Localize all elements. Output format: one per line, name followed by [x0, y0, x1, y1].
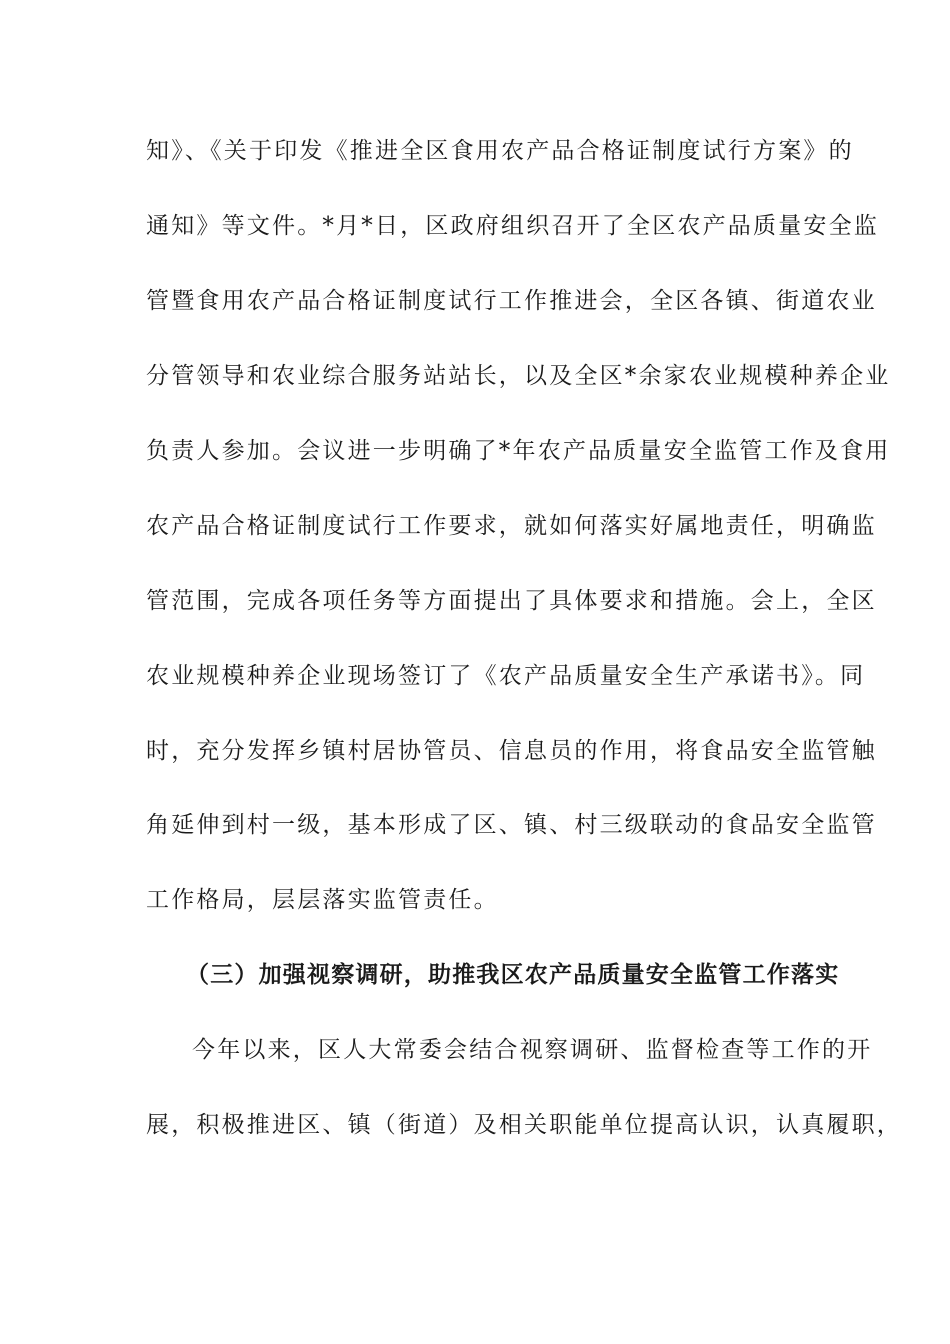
body-text-line: 管范围，完成各项任务等方面提出了具体要求和措施。会上，全区: [146, 588, 877, 614]
body-text-line: 今年以来，区人大常委会结合视察调研、监督检查等工作的开: [192, 1037, 873, 1063]
body-text-line: 负责人参加。会议进一步明确了*年农产品质量安全监管工作及食用: [146, 438, 891, 464]
body-text-line: 管暨食用农产品合格证制度试行工作推进会，全区各镇、街道农业: [146, 288, 877, 314]
section-heading: （三）加强视察调研，助推我区农产品质量安全监管工作落实: [186, 961, 840, 988]
body-text-line: 通知》等文件。*月*日，区政府组织召开了全区农产品质量安全监: [146, 213, 879, 239]
body-text-line: 农业规模种养企业现场签订了《农产品质量安全生产承诺书》。同: [146, 663, 866, 689]
body-text-line: 角延伸到村一级，基本形成了区、镇、村三级联动的食品安全监管: [146, 812, 877, 838]
body-text-line: 分管领导和农业综合服务站站长，以及全区*余家农业规模种养企业: [146, 363, 891, 389]
body-text-line: 展，积极推进区、镇（街道）及相关职能单位提高认识，认真履职，: [146, 1112, 902, 1138]
body-text-line: 时，充分发挥乡镇村居协管员、信息员的作用，将食品安全监管触: [146, 738, 877, 764]
body-text-line: 知》、《关于印发《推进全区食用农产品合格证制度试行方案》的: [146, 138, 854, 164]
body-text-line: 农产品合格证制度试行工作要求，就如何落实好属地责任，明确监: [146, 513, 877, 539]
body-text-line: 工作格局，层层落实监管责任。: [146, 887, 499, 913]
